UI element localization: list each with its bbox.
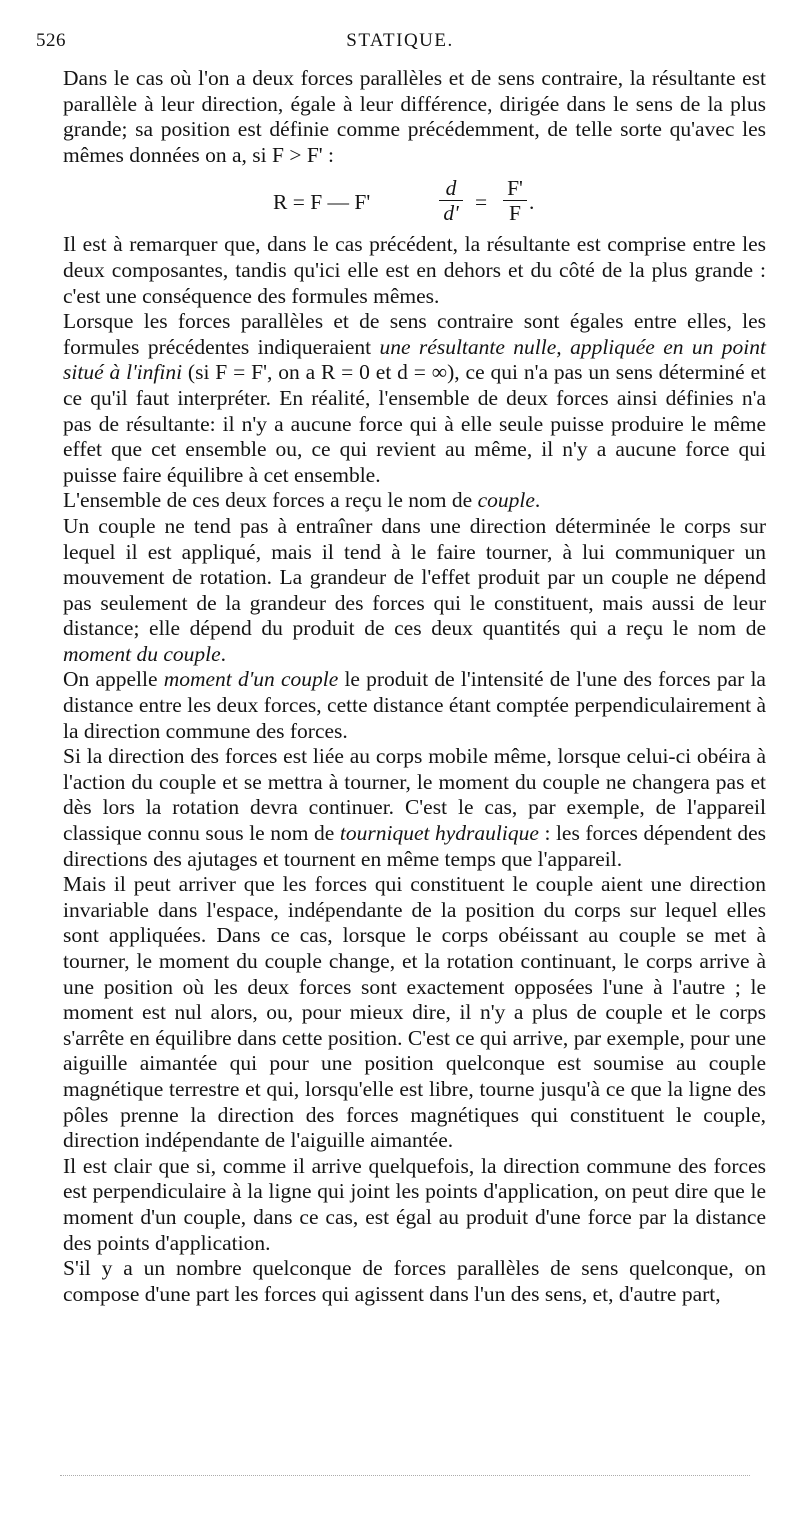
fraction-d-over-dprime [439,176,463,225]
running-title: STATIQUE. [346,30,454,51]
page-header [36,30,764,58]
body-text [63,66,766,1307]
paragraph-5: Un couple ne tend pas à entraîner dans une direction déterminée le corps sur lequel il est appliqué, mais il tend à le faire tourner, à lui communiquer un mouvement de rotation. La grandeur de l'effet produit par un couple ne dépend pas seulement de la grandeur des forces qui le constituent, mais aussi de leur distance; elle dépend du produit de ces deux quantités qui a reçu le nom de moment du couple. [63,513,766,666]
paragraph-6: On appelle moment d'un couple le produit de l'intensité de l'une des forces par la distance entre les deux forces, cette distance étant comptée perpendiculairement à la direction commune des forces. [63,667,766,743]
paragraph-3: Lorsque les forces parallèles et de sens contraire sont égales entre elles, les formules précédentes indiqueraient une résultante nulle, appliquée en un point situé à l'infini (si F = F', on a R = 0 et d = ∞), ce qui n'a pas un sens déterminé et ce qu'il faut interpréter. En réalité, l'ensemble de deux forces ainsi définies n'a pas de résultante: il n'y a aucune force qui à elle seule puisse produire le même effet que cet ensemble ou, ce qui revient au même, il n'y a aucune force qui puisse faire équilibre à cet ensemble. [63,309,767,487]
formula-lhs: R = F — F' [273,190,371,215]
paragraph-9: Il est clair que si, comme il arrive quelquefois, la direction commune des forces est perpendiculaire à la ligne qui joint les points d'application, on peut dire que le moment d'un couple, dans ce cas, est égal au produit d'une force par la distance des points d'application. [63,1153,766,1255]
fraction-numerator: F' [507,176,523,201]
emphasized-term: une résultante nulle, appliquée en un point situé à l'infini [63,334,767,385]
paragraph-1: Dans le cas où l'on a deux forces parallèles et de sens contraire, la résultante est parallèle à leur direction, égale à leur différence, dirigée dans le sens de la plus grande; sa position est définie comme précédemment, de telle sorte qu'avec les mêmes données on a, si F > F' : [63,66,766,167]
emphasized-term: moment du couple [63,641,221,666]
page-number: 526 [36,30,66,51]
paragraph-10: S'il y a un nombre quelconque de forces parallèles de sens quelconque, on compose d'une part les forces qui agissent dans l'un des sens, et, d'autre part, [63,1256,766,1306]
emphasized-term: moment d'un couple [163,667,339,692]
formula-period: . [529,190,535,215]
fraction-numerator: d [445,176,457,201]
fraction-denominator: d' [439,200,463,225]
emphasized-term: tourniquet hydraulique [339,821,539,846]
paragraph-2: Il est à remarquer que, dans le cas précédent, la résultante est comprise entre les deux composantes, tandis qu'ici elle est en dehors et du côté de la plus grande : c'est une conséquence des formules mêmes. [63,232,766,308]
paragraph-7: Si la direction des forces est liée au corps mobile même, lorsque celui-ci obéira à l'action du couple et se mettra à tourner, le moment du couple ne changera pas et dès lors la rotation devra continuer. C'est le cas, par exemple, de l'appareil classique connu sous le nom de tourniquet hydraulique : les forces dépendent des directions des ajutages et tournent en même temps que l'appareil. [63,744,767,871]
paragraph-8: Mais il peut arriver que les forces qui constituent le couple aient une direction invariable dans l'espace, indépendante de la position du corps sur lequel elles sont appliquées. Dans ce cas, lorsque le corps obéissant au couple se met à tourner, le moment du couple change, et la rotation continuant, le corps arrive à une position où les deux forces sont exactement opposées l'une à l'autre ; le moment est nul alors, ou, pour mieux dire, il n'y a plus de couple et le corps s'arrête en équilibre dans cette position. C'est ce qui arrive, par exemple, pour une aiguille aimantée qui pour une position quelconque est soumise au couple magnétique terrestre et qui, lorsqu'elle est libre, tourne jusqu'à ce que la ligne des pôles prenne la direction des forces magnétiques qui constituent le couple, direction indépendante de l'aiguille aimantée. [63,872,766,1153]
fraction-denominator: F [503,200,527,225]
fraction-fprime-over-f [503,176,527,225]
faint-bottom-line [60,1475,750,1480]
emphasized-term: couple [477,488,535,513]
formula [63,168,766,232]
formula-equals: = [475,190,488,215]
paragraph-4: L'ensemble de ces deux forces a reçu le nom de couple. [63,488,541,513]
